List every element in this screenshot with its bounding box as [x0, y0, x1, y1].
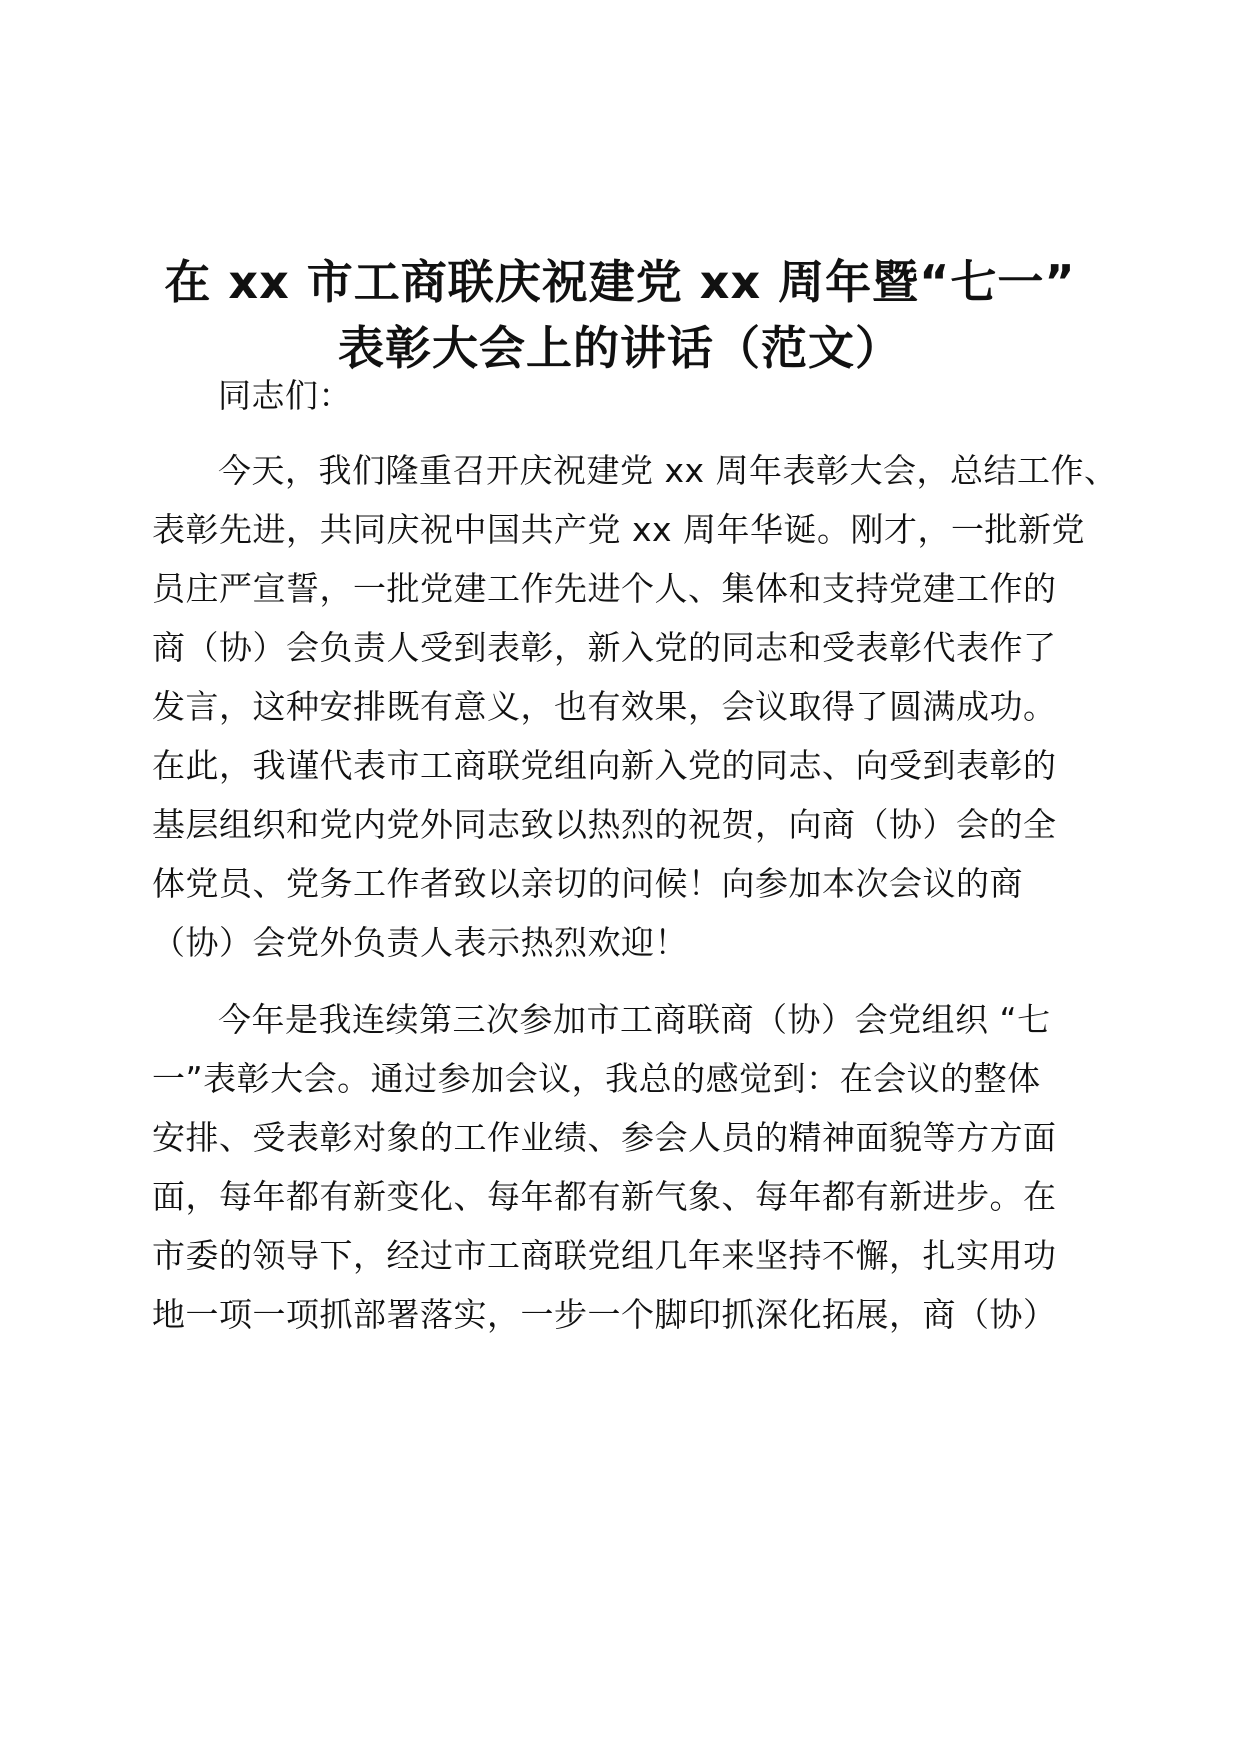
- greeting: 同志们：: [218, 376, 352, 415]
- paragraph-line: 今天，我们隆重召开庆祝建党 xx 周年表彰大会，总结工作、: [218, 451, 1118, 490]
- paragraph-line: 基层组织和党内党外同志致以热烈的祝贺，向商（协）会的全: [152, 805, 1057, 844]
- paragraph-line: 发言，这种安排既有意义，也有效果，会议取得了圆满成功。: [152, 687, 1057, 726]
- paragraph-line: 体党员、党务工作者致以亲切的问候！向参加本次会议的商: [152, 864, 1023, 903]
- paragraph-line: 商（协）会负责人受到表彰，新入党的同志和受表彰代表作了: [152, 628, 1057, 667]
- paragraph-line: （协）会党外负责人表示热烈欢迎！: [152, 923, 688, 962]
- paragraph-line: 地一项一项抓部署落实，一步一个脚印抓深化拓展，商（协）: [152, 1295, 1057, 1334]
- paragraph-line: 表彰先进，共同庆祝中国共产党 xx 周年华诞。刚才，一批新党: [152, 510, 1086, 549]
- paragraph-line: 今年是我连续第三次参加市工商联商（协）会党组织 “七: [218, 1000, 1051, 1039]
- title-line-1: 在 xx 市工商联庆祝建党 xx 周年暨“七一”: [164, 255, 1076, 309]
- paragraph-line: 员庄严宣誓，一批党建工作先进个人、集体和支持党建工作的: [152, 569, 1057, 608]
- title-line-2: 表彰大会上的讲话（范文）: [338, 321, 902, 375]
- paragraph-line: 安排、受表彰对象的工作业绩、参会人员的精神面貌等方方面: [152, 1118, 1057, 1157]
- paragraph-line: 一”表彰大会。通过参加会议，我总的感觉到：在会议的整体: [152, 1059, 1041, 1098]
- paragraph-line: 在此，我谨代表市工商联党组向新入党的同志、向受到表彰的: [152, 746, 1057, 785]
- paragraph-line: 面，每年都有新变化、每年都有新气象、每年都有新进步。在: [152, 1177, 1057, 1216]
- paragraph-line: 市委的领导下，经过市工商联党组几年来坚持不懈，扎实用功: [152, 1236, 1057, 1275]
